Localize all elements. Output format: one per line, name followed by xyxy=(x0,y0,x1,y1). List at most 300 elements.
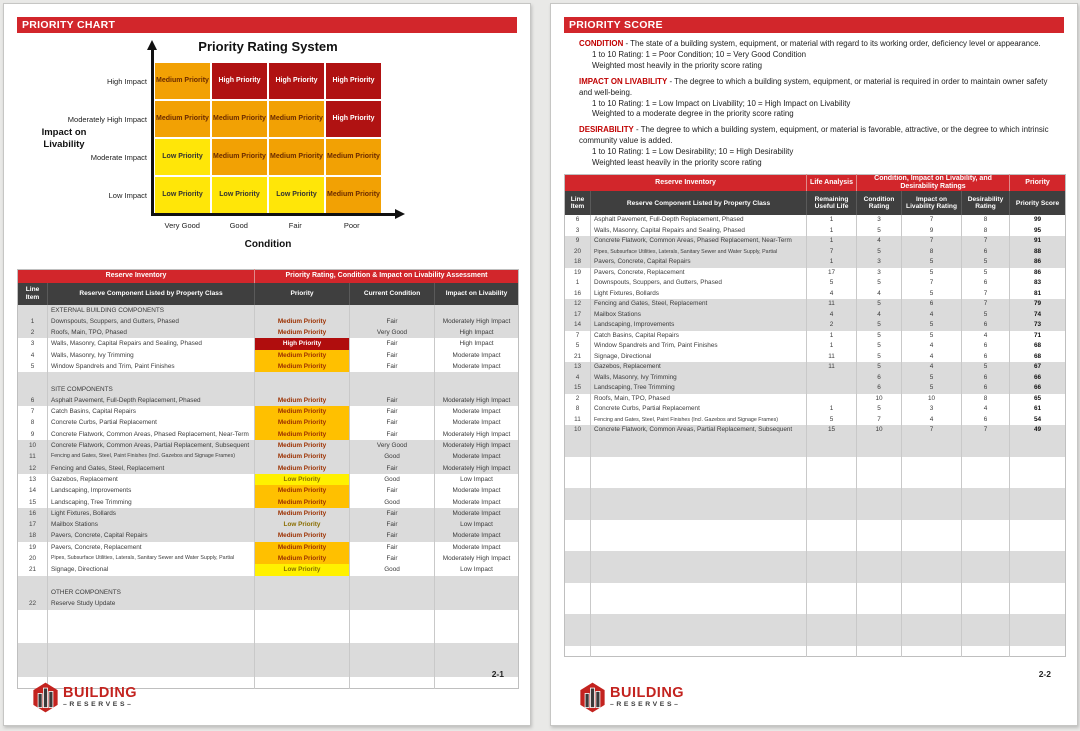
empty-cell xyxy=(962,478,1010,489)
remaining-useful-life-cell: 15 xyxy=(807,425,857,436)
empty-cell xyxy=(1010,646,1066,657)
blank-row xyxy=(565,520,1066,531)
impact-rating-cell: 9 xyxy=(902,226,962,237)
empty-cell xyxy=(962,436,1010,447)
impact-rating-cell: 4 xyxy=(902,352,962,363)
line-item-cell xyxy=(18,305,48,316)
definition-rating-line: 1 to 10 Rating: 1 = Poor Condition; 10 = Very Good Condition xyxy=(592,49,807,59)
empty-cell xyxy=(435,576,519,587)
empty-cell xyxy=(1010,509,1066,520)
empty-cell xyxy=(962,646,1010,657)
group-header-0: Reserve Inventory xyxy=(18,270,255,283)
empty-cell xyxy=(902,436,962,447)
blank-row xyxy=(565,436,1066,447)
table-row xyxy=(565,268,1066,279)
empty-cell xyxy=(18,655,48,666)
matrix-cell-r3c3: Medium Priority xyxy=(326,177,381,213)
remaining-useful-life-cell: 4 xyxy=(807,310,857,321)
empty-cell xyxy=(255,632,350,643)
empty-cell xyxy=(350,655,435,666)
impact-cell xyxy=(435,305,519,316)
condition-cell: Very Good xyxy=(350,327,435,338)
line-item-cell: 7 xyxy=(18,406,48,417)
right-page-title: PRIORITY SCORE xyxy=(569,19,663,31)
definition-term: CONDITION xyxy=(579,39,624,48)
condition-cell: Fair xyxy=(350,361,435,372)
y-axis-line xyxy=(151,49,154,215)
component-cell: Fencing and Gates, Steel, Replacement xyxy=(591,299,807,310)
table-row xyxy=(18,327,519,338)
condition-rating-cell: 4 xyxy=(857,310,902,321)
table-row xyxy=(18,395,519,406)
component-cell: Roofs, Main, TPO, Phased xyxy=(591,394,807,405)
priority-score-cell: 65 xyxy=(1033,394,1042,402)
empty-cell xyxy=(857,499,902,510)
priority-cell: Medium Priority xyxy=(255,327,350,338)
condition-cell: Very Good xyxy=(350,440,435,451)
impact-cell: Moderately High Impact xyxy=(435,316,519,327)
blank-row xyxy=(565,488,1066,499)
matrix-cell-r2c1: Medium Priority xyxy=(212,139,267,175)
building-reserves-logo xyxy=(32,682,137,713)
impact-cell: Moderate Impact xyxy=(452,543,501,551)
condition-cell: Fair xyxy=(350,519,435,530)
impact-cell: Moderate Impact xyxy=(435,451,519,462)
priority-score-cell: 74 xyxy=(1010,310,1066,321)
empty-cell xyxy=(807,509,857,520)
matrix-cell-r3c1: Low Priority xyxy=(212,177,267,213)
empty-cell xyxy=(565,562,591,573)
blank-row xyxy=(565,499,1066,510)
remaining-useful-life-cell: 2 xyxy=(807,320,857,331)
empty-cell xyxy=(350,632,435,643)
group-header-2: Condition, Impact on Livability, and Desirability Ratings xyxy=(857,174,1010,191)
empty-cell xyxy=(962,604,1010,615)
empty-cell xyxy=(857,551,902,562)
table-row xyxy=(18,497,519,508)
empty-cell xyxy=(591,604,807,615)
group-header-1: Priority Rating, Condition & Impact on Livability Assessment xyxy=(255,270,519,283)
left-page-title-bar xyxy=(17,17,517,33)
table-row xyxy=(18,361,519,372)
line-item-cell: 15 xyxy=(565,383,591,394)
matrix-cell-r0c2: High Priority xyxy=(269,63,324,99)
table-row xyxy=(565,236,1066,247)
right-page-number: 2-2 xyxy=(1038,669,1051,679)
empty-cell xyxy=(902,604,962,615)
empty-cell xyxy=(18,372,48,383)
chart-x-axis-label: Condition xyxy=(244,239,292,250)
remaining-useful-life-cell: 5 xyxy=(807,415,857,426)
left-page-number: 2-1 xyxy=(491,669,504,679)
matrix-cell-r2c2: Medium Priority xyxy=(269,139,324,175)
empty-cell xyxy=(435,643,519,654)
empty-cell xyxy=(565,541,591,552)
impact-cell: Moderate Impact xyxy=(452,487,501,495)
empty-cell xyxy=(857,478,902,489)
desirability-rating-cell: 6 xyxy=(962,373,1010,384)
remaining-useful-life-cell xyxy=(807,383,857,394)
table-column-header-row xyxy=(565,191,1066,215)
priority-cell: High Priority xyxy=(255,338,350,349)
table-row xyxy=(565,278,1066,289)
priority-rating-chart xyxy=(17,33,517,265)
impact-rating-cell: 6 xyxy=(902,299,962,310)
table-row xyxy=(18,463,519,474)
table-row xyxy=(18,451,519,462)
matrix-cell-r0c3: High Priority xyxy=(326,63,381,99)
line-item-cell: 6 xyxy=(565,215,591,226)
remaining-useful-life-cell: 1 xyxy=(807,215,857,226)
priority-cell: Medium Priority xyxy=(255,406,350,417)
empty-cell xyxy=(255,621,350,632)
empty-cell xyxy=(48,643,255,654)
impact-rating-cell: 5 xyxy=(902,331,962,342)
priority-cell: Low Priority xyxy=(255,474,350,485)
impact-cell: Moderately High Impact xyxy=(435,440,519,451)
component-cell: Reserve Study Update xyxy=(48,598,255,609)
empty-cell xyxy=(565,583,591,594)
empty-cell xyxy=(48,666,255,677)
empty-cell xyxy=(565,446,591,457)
line-item-cell: 5 xyxy=(565,341,591,352)
blank-row xyxy=(565,593,1066,604)
condition-rating-cell: 6 xyxy=(857,373,902,384)
impact-cell: Moderately High Impact xyxy=(435,395,519,406)
empty-cell xyxy=(962,614,1010,625)
matrix-cell-r1c2: Medium Priority xyxy=(269,101,324,137)
table-row xyxy=(565,331,1066,342)
impact-cell: Moderately High Impact xyxy=(442,430,511,438)
empty-cell xyxy=(48,655,255,666)
priority-cell: Low Priority xyxy=(255,519,350,530)
column-header-5: Desirability Rating xyxy=(962,191,1010,215)
component-cell: Pavers, Concrete, Replacement xyxy=(48,542,255,553)
component-cell: Mailbox Stations xyxy=(591,310,807,321)
condition-cell: Fair xyxy=(350,553,435,564)
impact-cell: Low Impact xyxy=(460,566,493,574)
impact-cell: Moderately High Impact xyxy=(435,463,519,474)
component-cell: Fencing and Gates, Steel, Replacement xyxy=(48,463,255,474)
line-item-cell: 4 xyxy=(18,350,48,361)
empty-cell xyxy=(565,488,591,499)
desirability-rating-cell: 7 xyxy=(962,425,1010,436)
empty-cell xyxy=(962,625,1010,636)
condition-cell: Good xyxy=(350,451,435,462)
empty-cell xyxy=(1010,604,1066,615)
empty-cell xyxy=(807,562,857,573)
empty-cell xyxy=(807,572,857,583)
table-row xyxy=(18,530,519,541)
section-row xyxy=(18,587,519,598)
empty-cell xyxy=(857,467,902,478)
line-item-cell: 8 xyxy=(565,404,591,415)
component-cell: Walls, Masonry, Ivy Trimming xyxy=(591,373,807,384)
impact-cell: Moderate Impact xyxy=(452,408,501,416)
empty-cell xyxy=(48,576,255,587)
column-header-3: Condition Rating xyxy=(857,191,902,215)
empty-cell xyxy=(902,635,962,646)
blank-row xyxy=(565,541,1066,552)
table-row xyxy=(565,352,1066,363)
priority-score-cell: 86 xyxy=(1033,268,1042,276)
empty-cell xyxy=(591,467,807,478)
component-cell: Asphalt Pavement, Full-Depth Replacement, Phased xyxy=(591,215,807,226)
table-row xyxy=(565,373,1066,384)
priority-score-cell: 71 xyxy=(1033,331,1042,339)
empty-cell xyxy=(435,677,519,688)
matrix-column-label-1: Good xyxy=(229,221,248,230)
condition-rating-cell: 5 xyxy=(857,247,902,258)
remaining-useful-life-cell: 17 xyxy=(807,268,857,279)
priority-cell xyxy=(255,587,350,598)
definition-term: DESIRABILITY xyxy=(579,125,634,135)
priority-score-cell: 91 xyxy=(1010,236,1066,247)
priority-cell: Medium Priority xyxy=(255,417,350,428)
condition-rating-cell: 5 xyxy=(857,341,902,352)
priority-score-cell: 54 xyxy=(1033,415,1042,423)
logo-mark-icon xyxy=(32,682,59,713)
condition-rating-cell: 6 xyxy=(857,383,902,394)
definition-rating-line: 1 to 10 Rating: 1 = Low Impact on Livability; 10 = High Impact on Livability xyxy=(592,98,851,108)
column-header-3: Current Condition xyxy=(350,283,435,305)
impact-rating-cell: 5 xyxy=(902,268,962,279)
condition-rating-cell: 3 xyxy=(857,257,902,268)
priority-score-cell: 68 xyxy=(1033,352,1042,360)
empty-cell xyxy=(857,635,902,646)
empty-cell xyxy=(807,604,857,615)
line-item-cell: 1 xyxy=(18,316,48,327)
priority-cell: Medium Priority xyxy=(255,553,350,564)
line-item-cell: 9 xyxy=(565,236,591,247)
remaining-useful-life-cell: 7 xyxy=(807,247,857,258)
empty-cell xyxy=(962,541,1010,552)
condition-cell: Fair xyxy=(350,417,435,428)
table-group-header-row xyxy=(565,174,1066,191)
matrix-row-labels xyxy=(55,63,147,215)
empty-cell xyxy=(807,593,857,604)
priority-cell: Medium Priority xyxy=(255,440,350,451)
priority-score-cell: 88 xyxy=(1010,247,1066,258)
definition-text: - The state of a building system, equipment, or material with regard to its working order, deficiency level or appearance. xyxy=(625,39,1041,48)
blank-row xyxy=(18,666,519,677)
component-cell: Catch Basins, Capital Repairs xyxy=(591,331,807,342)
component-cell: Concrete Flatwork, Common Areas, Phased Replacement, Near-Term xyxy=(48,429,255,440)
blank-row xyxy=(565,457,1066,468)
empty-cell xyxy=(902,488,962,499)
blank-row xyxy=(565,478,1066,489)
empty-cell xyxy=(902,467,962,478)
impact-cell xyxy=(435,384,519,395)
column-header-4: Impact on Livability Rating xyxy=(902,191,962,215)
line-item-cell: 19 xyxy=(18,542,48,553)
remaining-useful-life-cell: 1 xyxy=(807,226,857,237)
empty-cell xyxy=(857,583,902,594)
component-cell: Walls, Masonry, Capital Repairs and Sealing, Phased xyxy=(48,338,255,349)
table-row xyxy=(18,417,519,428)
priority-cell: Medium Priority xyxy=(255,361,350,372)
blank-row xyxy=(18,655,519,666)
line-item-cell: 8 xyxy=(18,417,48,428)
impact-rating-cell: 5 xyxy=(902,383,962,394)
condition-rating-cell: 10 xyxy=(857,425,902,436)
definition-text: - The degree to which a building system, equipment, or material is favorable, attractive, or the degree to which intrinsic community value is added. xyxy=(579,125,1049,146)
desirability-rating-cell: 4 xyxy=(962,331,1010,342)
priority-cell: Medium Priority xyxy=(255,508,350,519)
column-header-4: Impact on Livability xyxy=(435,283,519,305)
definition-weight-line: Weighted most heavily in the priority score rating xyxy=(592,60,763,70)
blank-row xyxy=(565,604,1066,615)
impact-cell xyxy=(435,587,519,598)
empty-cell xyxy=(1010,635,1066,646)
impact-rating-cell: 3 xyxy=(902,404,962,415)
component-cell: Downspouts, Scuppers, and Gutters, Phased xyxy=(48,316,255,327)
impact-rating-cell: 4 xyxy=(902,310,962,321)
empty-cell xyxy=(48,610,255,621)
matrix-cell-r0c0: Medium Priority xyxy=(155,63,210,99)
logo-text xyxy=(63,686,137,709)
group-header-1: Life Analysis xyxy=(807,174,857,191)
empty-cell xyxy=(902,593,962,604)
line-item-cell: 13 xyxy=(565,362,591,373)
empty-cell xyxy=(48,621,255,632)
blank-row xyxy=(565,572,1066,583)
empty-cell xyxy=(565,520,591,531)
priority-cell: Medium Priority xyxy=(255,542,350,553)
empty-cell xyxy=(857,446,902,457)
empty-cell xyxy=(962,572,1010,583)
blank-row xyxy=(18,643,519,654)
empty-cell xyxy=(350,372,435,383)
empty-cell xyxy=(565,436,591,447)
empty-cell xyxy=(857,614,902,625)
definition-heading xyxy=(579,77,1062,99)
priority-cell: Low Priority xyxy=(255,564,350,575)
priority-score-cell: 83 xyxy=(1033,279,1042,287)
priority-score-cell: 95 xyxy=(1033,226,1042,234)
impact-cell: Low Impact xyxy=(460,475,493,483)
empty-cell xyxy=(591,488,807,499)
desirability-rating-cell: 5 xyxy=(962,257,1010,268)
remaining-useful-life-cell: 4 xyxy=(807,289,857,300)
empty-cell xyxy=(902,572,962,583)
table-row xyxy=(18,350,519,361)
column-header-2: Priority xyxy=(255,283,350,305)
table-row xyxy=(18,406,519,417)
desirability-rating-cell: 6 xyxy=(962,383,1010,394)
condition-cell xyxy=(350,305,435,316)
remaining-useful-life-cell: 5 xyxy=(807,278,857,289)
priority-score-cell: 86 xyxy=(1010,257,1066,268)
page-right xyxy=(550,3,1078,726)
empty-cell xyxy=(1010,446,1066,457)
empty-cell xyxy=(807,625,857,636)
remaining-useful-life-cell: 1 xyxy=(807,257,857,268)
priority-score-cell: 67 xyxy=(1010,362,1066,373)
remaining-useful-life-cell: 11 xyxy=(807,352,857,363)
empty-cell xyxy=(255,610,350,621)
line-item-cell: 14 xyxy=(565,320,591,331)
table-row xyxy=(565,289,1066,300)
line-item-cell: 1 xyxy=(565,278,591,289)
empty-cell xyxy=(857,625,902,636)
line-item-cell: 5 xyxy=(18,361,48,372)
empty-cell xyxy=(591,530,807,541)
component-cell: Window Spandrels and Trim, Paint Finishes xyxy=(591,341,807,352)
logo-mark-icon xyxy=(579,682,606,713)
matrix-cell-r2c0: Low Priority xyxy=(155,139,210,175)
empty-cell xyxy=(1010,583,1066,594)
remaining-useful-life-cell: 1 xyxy=(807,236,857,247)
empty-cell xyxy=(857,562,902,573)
line-item-cell: 9 xyxy=(18,429,48,440)
empty-cell xyxy=(591,541,807,552)
empty-cell xyxy=(962,530,1010,541)
blank-row xyxy=(18,576,519,587)
table-row xyxy=(565,226,1066,237)
line-item-cell: 14 xyxy=(18,485,48,496)
logo-text xyxy=(610,686,684,709)
empty-cell xyxy=(807,583,857,594)
empty-cell xyxy=(857,436,902,447)
empty-cell xyxy=(591,562,807,573)
empty-cell xyxy=(350,643,435,654)
desirability-rating-cell: 6 xyxy=(962,415,1010,426)
remaining-useful-life-cell xyxy=(807,373,857,384)
priority-score-cell: 99 xyxy=(1033,216,1042,224)
empty-cell xyxy=(591,509,807,520)
table-row xyxy=(18,598,519,609)
empty-cell xyxy=(565,646,591,657)
desirability-rating-cell: 5 xyxy=(962,268,1010,279)
line-item-cell xyxy=(18,587,48,598)
empty-cell xyxy=(18,632,48,643)
empty-cell xyxy=(962,499,1010,510)
page-left xyxy=(3,3,531,726)
priority-cell xyxy=(255,384,350,395)
blank-row xyxy=(565,530,1066,541)
empty-cell xyxy=(18,576,48,587)
condition-cell: Fair xyxy=(350,395,435,406)
condition-rating-cell: 7 xyxy=(857,415,902,426)
remaining-useful-life-cell: 1 xyxy=(807,331,857,342)
component-cell: Gazebos, Replacement xyxy=(591,362,807,373)
blank-row xyxy=(565,625,1066,636)
empty-cell xyxy=(1010,478,1066,489)
empty-cell xyxy=(591,551,807,562)
table-row xyxy=(18,553,519,564)
empty-cell xyxy=(1010,541,1066,552)
empty-cell xyxy=(18,666,48,677)
blank-row xyxy=(565,551,1066,562)
condition-rating-cell: 5 xyxy=(857,352,902,363)
matrix-row-label-3: Low Impact xyxy=(108,190,147,200)
empty-cell xyxy=(565,457,591,468)
condition-cell xyxy=(350,598,435,609)
component-cell: Gazebos, Replacement xyxy=(48,474,255,485)
condition-cell xyxy=(350,384,435,395)
line-item-cell: 6 xyxy=(18,395,48,406)
table-row xyxy=(565,257,1066,268)
empty-cell xyxy=(962,593,1010,604)
matrix-cell-r0c1: High Priority xyxy=(212,63,267,99)
left-page-title: PRIORITY CHART xyxy=(22,19,116,31)
component-cell: Downspouts, Scuppers, and Gutters, Phased xyxy=(591,278,807,289)
y-axis-arrow-icon xyxy=(147,40,157,50)
definition-text: - The degree to which a building system, equipment, or material is required in order to maintain owner safety and well-being. xyxy=(579,76,1048,97)
empty-cell xyxy=(807,551,857,562)
empty-cell xyxy=(591,646,807,657)
